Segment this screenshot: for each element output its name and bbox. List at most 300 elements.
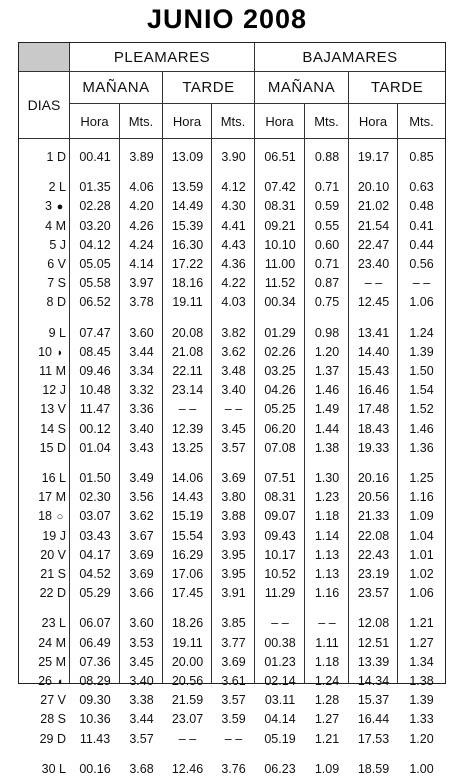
cell-ptm: 4.22 bbox=[221, 276, 246, 291]
cell-pmm: 3.49 bbox=[129, 471, 154, 485]
day-cell bbox=[19, 380, 70, 400]
cell-pmh: 01.04 bbox=[79, 440, 111, 455]
cell-pmm: 3.89 bbox=[129, 150, 154, 164]
cell-bth: 23.40 bbox=[357, 257, 390, 271]
cell-bmm: 1.38 bbox=[314, 440, 340, 455]
cell-pth: 17.22 bbox=[171, 257, 204, 271]
cell-btm: 1.21 bbox=[409, 616, 434, 631]
cell-pmh: 06.07 bbox=[79, 616, 111, 631]
cell-btm: 1.33 bbox=[409, 712, 434, 727]
day-label: 15 D bbox=[39, 440, 66, 455]
cell-pmm: 4.14 bbox=[129, 257, 154, 271]
cell-pth: 23.07 bbox=[171, 712, 204, 727]
cell-pmh: 01.50 bbox=[79, 471, 111, 485]
day-label: 12 J bbox=[42, 383, 66, 398]
cell-pth: 13.25 bbox=[171, 440, 204, 455]
header-bajamares-manana: MAÑANA bbox=[255, 72, 349, 104]
day-label: 24 M bbox=[38, 635, 66, 650]
cell-bmm: 1.37 bbox=[314, 364, 340, 378]
table-row bbox=[19, 468, 445, 488]
cell-pmm: 3.40 bbox=[129, 421, 154, 436]
cell-ptm: 4.03 bbox=[221, 295, 246, 310]
day-cell bbox=[19, 419, 70, 439]
cell-bth: 17.48 bbox=[357, 402, 390, 417]
header-bajamares-tarde: TARDE bbox=[349, 72, 445, 104]
day-label: 13 V bbox=[40, 402, 66, 417]
header-pleamares-tarde: TARDE bbox=[163, 72, 255, 104]
table-row bbox=[19, 671, 445, 691]
cell-pmh: 11.43 bbox=[79, 731, 111, 746]
cell-pmh: 02.30 bbox=[79, 490, 111, 505]
cell-pmh: 04.17 bbox=[79, 547, 111, 562]
cell-bth: 18.59 bbox=[357, 761, 390, 776]
cell-btm: 1.04 bbox=[409, 528, 434, 543]
cell-bmh: – – bbox=[271, 616, 289, 631]
table-row bbox=[19, 583, 445, 603]
day-label: 18 bbox=[38, 509, 52, 524]
day-cell bbox=[19, 709, 70, 729]
day-cell bbox=[19, 468, 70, 488]
cell-bmm: 0.88 bbox=[314, 150, 340, 164]
cell-bth: 16.44 bbox=[357, 712, 390, 727]
header-mts: Mts. bbox=[120, 104, 163, 139]
day-cell bbox=[19, 613, 70, 633]
header-hora: Hora bbox=[349, 104, 398, 139]
cell-btm: 1.02 bbox=[409, 567, 434, 581]
cell-bmh: 11.52 bbox=[264, 276, 296, 291]
cell-bth: 16.46 bbox=[357, 383, 390, 398]
header-hora: Hora bbox=[70, 104, 120, 139]
table-row bbox=[19, 729, 445, 749]
cell-bmh: 09.43 bbox=[264, 528, 296, 543]
cell-pmh: 03.07 bbox=[79, 509, 111, 524]
cell-bmh: 06.20 bbox=[264, 421, 296, 436]
cell-bmh: 09.21 bbox=[264, 218, 296, 233]
first-quarter-icon: ◗ bbox=[56, 346, 64, 359]
cell-bmh: 08.31 bbox=[264, 490, 296, 505]
cell-pmm: 3.67 bbox=[129, 528, 154, 543]
cell-bmm: 1.14 bbox=[314, 528, 340, 543]
cell-bth: 21.54 bbox=[357, 218, 390, 233]
cell-pmh: 03.20 bbox=[79, 218, 111, 233]
day-label: 29 D bbox=[39, 731, 66, 746]
day-cell bbox=[19, 690, 70, 710]
header-mts: Mts. bbox=[212, 104, 255, 139]
day-cell bbox=[19, 729, 70, 749]
cell-bmm: 1.23 bbox=[314, 490, 340, 505]
cell-btm: 0.44 bbox=[409, 237, 434, 252]
day-cell bbox=[19, 292, 70, 312]
cell-ptm: 3.80 bbox=[221, 490, 246, 505]
cell-btm: 1.25 bbox=[409, 471, 434, 485]
cell-ptm: 3.95 bbox=[221, 547, 246, 562]
day-cell bbox=[19, 147, 70, 167]
table-row bbox=[19, 273, 445, 293]
cell-bmm: 1.28 bbox=[314, 693, 340, 708]
cell-pmm: 3.60 bbox=[129, 325, 154, 340]
cell-pth: 22.11 bbox=[172, 364, 203, 378]
cell-bth: 15.43 bbox=[357, 364, 390, 378]
page-title: JUNIO 2008 bbox=[146, 4, 308, 34]
cell-pth: 14.49 bbox=[171, 199, 204, 214]
cell-bmh: 06.23 bbox=[264, 761, 296, 776]
cell-ptm: 4.43 bbox=[221, 237, 246, 252]
day-label: 17 M bbox=[38, 490, 66, 505]
cell-btm: 1.39 bbox=[409, 693, 434, 708]
last-quarter-icon: ◖ bbox=[56, 676, 64, 688]
cell-ptm: 3.93 bbox=[221, 528, 246, 543]
cell-bmh: 02.14 bbox=[264, 674, 296, 688]
day-cell bbox=[19, 526, 70, 546]
cell-bth: 22.43 bbox=[357, 547, 390, 562]
cell-pmm: 3.32 bbox=[129, 383, 154, 398]
day-cell bbox=[19, 545, 70, 565]
cell-pth: 23.14 bbox=[171, 383, 204, 398]
cell-btm: – – bbox=[412, 276, 431, 291]
cell-btm: 0.56 bbox=[409, 257, 434, 271]
table-row bbox=[19, 361, 445, 381]
cell-pmm: 3.60 bbox=[129, 616, 154, 631]
cell-pmh: 07.36 bbox=[79, 654, 111, 669]
cell-pmh: 09.30 bbox=[79, 693, 111, 708]
day-cell bbox=[19, 583, 70, 603]
cell-bth: 21.02 bbox=[357, 199, 390, 214]
header-mts: Mts. bbox=[305, 104, 349, 139]
table-row bbox=[19, 399, 445, 419]
cell-bmm: 1.20 bbox=[314, 344, 340, 359]
cell-bmh: 00.34 bbox=[264, 295, 296, 310]
cell-pmh: 05.05 bbox=[79, 257, 111, 271]
cell-pth: 21.59 bbox=[171, 693, 204, 708]
cell-pth: 19.11 bbox=[172, 635, 203, 650]
cell-pmm: 3.43 bbox=[129, 440, 154, 455]
cell-btm: 1.24 bbox=[409, 325, 434, 340]
day-cell bbox=[19, 564, 70, 584]
cell-pmm: 3.38 bbox=[129, 693, 154, 708]
cell-pmh: 11.47 bbox=[79, 402, 111, 417]
cell-pmh: 06.52 bbox=[79, 295, 111, 310]
cell-bmh: 09.07 bbox=[264, 509, 296, 524]
cell-bmh: 00.38 bbox=[264, 635, 296, 650]
cell-pmm: 3.44 bbox=[129, 712, 154, 727]
day-label: 19 J bbox=[42, 528, 66, 543]
cell-bmh: 05.19 bbox=[264, 731, 296, 746]
cell-pmh: 00.12 bbox=[79, 421, 111, 436]
cell-btm: 1.36 bbox=[409, 440, 434, 455]
day-cell bbox=[19, 216, 70, 236]
cell-ptm: – – bbox=[224, 402, 243, 417]
cell-bmh: 03.11 bbox=[264, 693, 296, 708]
table-row bbox=[19, 254, 445, 274]
cell-ptm: 4.36 bbox=[221, 257, 246, 271]
cell-bth: 22.47 bbox=[357, 237, 390, 252]
cell-btm: 1.00 bbox=[409, 761, 434, 776]
day-label: 20 V bbox=[40, 547, 66, 562]
table-row bbox=[19, 147, 445, 167]
table-row bbox=[19, 759, 445, 779]
cell-bmm: – – bbox=[318, 616, 336, 631]
full-moon-icon: ○ bbox=[56, 511, 64, 524]
cell-pth: 16.30 bbox=[171, 237, 204, 252]
cell-bmh: 01.29 bbox=[264, 325, 296, 340]
cell-ptm: 3.69 bbox=[221, 471, 246, 485]
cell-pmh: 08.29 bbox=[79, 674, 111, 688]
cell-bth: 20.16 bbox=[357, 471, 390, 485]
day-cell bbox=[19, 633, 70, 653]
cell-bth: 19.33 bbox=[357, 440, 390, 455]
cell-ptm: 3.77 bbox=[221, 635, 246, 650]
cell-pmm: 4.06 bbox=[129, 180, 154, 195]
cell-btm: 1.06 bbox=[409, 295, 434, 310]
cell-bth: 21.33 bbox=[357, 509, 390, 524]
cell-pmh: 03.43 bbox=[79, 528, 111, 543]
cell-bmm: 0.71 bbox=[314, 257, 340, 271]
cell-bmm: 1.24 bbox=[314, 674, 340, 688]
day-cell bbox=[19, 196, 70, 216]
cell-btm: 1.27 bbox=[409, 635, 434, 650]
table-row bbox=[19, 709, 445, 729]
day-label: 23 L bbox=[41, 616, 66, 631]
cell-ptm: 3.91 bbox=[221, 586, 246, 601]
day-cell bbox=[19, 671, 70, 691]
cell-bmm: 1.21 bbox=[314, 731, 340, 746]
day-label: 6 V bbox=[47, 257, 66, 271]
table-row bbox=[19, 526, 445, 546]
cell-pmh: 02.28 bbox=[79, 199, 111, 214]
cell-pmm: 3.53 bbox=[129, 635, 154, 650]
cell-ptm: 3.57 bbox=[221, 693, 246, 708]
cell-btm: 1.06 bbox=[409, 586, 434, 601]
cell-pmm: 4.20 bbox=[129, 199, 154, 214]
cell-bmm: 0.55 bbox=[314, 218, 340, 233]
day-label: 27 V bbox=[40, 693, 66, 708]
cell-pmh: 05.29 bbox=[79, 586, 111, 601]
cell-pth: 15.54 bbox=[171, 528, 204, 543]
cell-ptm: 3.61 bbox=[221, 674, 246, 688]
day-label: 14 S bbox=[40, 421, 66, 436]
table-row bbox=[19, 633, 445, 653]
cell-ptm: 3.57 bbox=[221, 440, 246, 455]
cell-pth: 20.08 bbox=[171, 325, 204, 340]
cell-btm: 0.63 bbox=[409, 180, 434, 195]
day-label: 4 M bbox=[45, 218, 66, 233]
header-bajamares: BAJAMARES bbox=[255, 43, 445, 72]
cell-bth: 22.08 bbox=[357, 528, 390, 543]
day-label: 3 bbox=[45, 199, 52, 214]
cell-pth: 20.56 bbox=[171, 674, 204, 688]
cell-bth: 12.45 bbox=[357, 295, 390, 310]
cell-pth: 12.46 bbox=[171, 761, 204, 776]
cell-pmm: 4.26 bbox=[129, 218, 154, 233]
cell-bmh: 03.25 bbox=[264, 364, 296, 378]
cell-bth: 14.34 bbox=[357, 674, 390, 688]
cell-bmm: 0.87 bbox=[314, 276, 340, 291]
cell-pmm: 3.44 bbox=[129, 344, 154, 359]
cell-bth: 19.17 bbox=[357, 150, 390, 164]
cell-pth: 19.11 bbox=[172, 295, 203, 310]
table-row bbox=[19, 545, 445, 565]
table-row bbox=[19, 690, 445, 710]
day-label: 9 L bbox=[48, 325, 66, 340]
cell-bmm: 1.18 bbox=[314, 509, 340, 524]
cell-pmh: 08.45 bbox=[79, 344, 111, 359]
header-hora: Hora bbox=[163, 104, 212, 139]
cell-bmh: 05.25 bbox=[264, 402, 296, 417]
cell-btm: 1.39 bbox=[409, 344, 434, 359]
cell-pth: 18.26 bbox=[171, 616, 204, 631]
cell-pmm: 3.45 bbox=[129, 654, 154, 669]
cell-btm: 1.52 bbox=[409, 402, 434, 417]
cell-btm: 0.48 bbox=[409, 199, 434, 214]
cell-bth: 13.41 bbox=[357, 325, 390, 340]
cell-pth: 12.39 bbox=[171, 421, 204, 436]
cell-pmm: 4.24 bbox=[129, 237, 154, 252]
cell-ptm: 3.59 bbox=[221, 712, 246, 727]
cell-pth: 20.00 bbox=[171, 654, 204, 669]
cell-bmm: 1.44 bbox=[314, 421, 340, 436]
cell-ptm: 4.12 bbox=[221, 180, 246, 195]
cell-pmm: 3.40 bbox=[129, 674, 154, 688]
day-cell bbox=[19, 273, 70, 293]
cell-pth: 18.16 bbox=[171, 276, 204, 291]
cell-pmh: 10.48 bbox=[79, 383, 111, 398]
cell-pmh: 09.46 bbox=[79, 364, 111, 378]
cell-bth: 15.37 bbox=[357, 693, 390, 708]
day-label: 5 J bbox=[49, 237, 66, 252]
header-pleamares-manana: MAÑANA bbox=[70, 72, 163, 104]
cell-ptm: 4.41 bbox=[221, 218, 246, 233]
table-row bbox=[19, 323, 445, 343]
table-row bbox=[19, 235, 445, 255]
day-cell bbox=[19, 342, 70, 362]
cell-ptm: 3.40 bbox=[221, 383, 246, 398]
table-row bbox=[19, 419, 445, 439]
day-cell bbox=[19, 487, 70, 507]
cell-bmm: 1.46 bbox=[314, 383, 340, 398]
table-row bbox=[19, 438, 445, 458]
table-row bbox=[19, 216, 445, 236]
cell-bmm: 0.59 bbox=[314, 199, 340, 214]
day-cell bbox=[19, 323, 70, 343]
day-cell bbox=[19, 361, 70, 381]
cell-bth: 12.51 bbox=[357, 635, 390, 650]
cell-pmm: 3.68 bbox=[129, 761, 154, 776]
cell-btm: 1.20 bbox=[409, 731, 434, 746]
day-label: 28 S bbox=[40, 712, 66, 727]
cell-bmm: 1.11 bbox=[315, 635, 339, 650]
cell-pmm: 3.97 bbox=[129, 276, 154, 291]
cell-bmm: 0.75 bbox=[314, 295, 340, 310]
cell-bmh: 07.08 bbox=[264, 440, 296, 455]
cell-btm: 1.09 bbox=[409, 509, 434, 524]
cell-bmm: 1.49 bbox=[314, 402, 340, 417]
cell-btm: 0.85 bbox=[409, 150, 434, 164]
table-row bbox=[19, 652, 445, 672]
cell-bmh: 08.31 bbox=[264, 199, 296, 214]
cell-pth: 17.06 bbox=[171, 567, 204, 581]
cell-pth: – – bbox=[178, 402, 197, 417]
cell-bth: 18.43 bbox=[357, 421, 390, 436]
cell-pmh: 10.36 bbox=[79, 712, 111, 727]
cell-pmh: 06.49 bbox=[79, 635, 111, 650]
cell-bth: 12.08 bbox=[357, 616, 390, 631]
cell-bmh: 06.51 bbox=[264, 150, 296, 164]
table-row bbox=[19, 506, 445, 526]
cell-btm: 1.34 bbox=[409, 654, 434, 669]
cell-ptm: – – bbox=[224, 731, 243, 746]
cell-ptm: 3.85 bbox=[221, 616, 246, 631]
cell-btm: 1.16 bbox=[409, 490, 434, 505]
day-label: 7 S bbox=[47, 276, 66, 291]
cell-bmh: 10.10 bbox=[264, 237, 296, 252]
header-corner bbox=[19, 43, 70, 72]
cell-bmm: 0.71 bbox=[314, 180, 340, 195]
table-row bbox=[19, 380, 445, 400]
cell-pmh: 00.41 bbox=[79, 150, 111, 164]
cell-btm: 1.50 bbox=[409, 364, 434, 378]
cell-bth: 14.40 bbox=[357, 344, 390, 359]
day-label: 1 D bbox=[46, 150, 66, 164]
table-row bbox=[19, 613, 445, 633]
new-moon-icon: ● bbox=[56, 201, 64, 214]
table-row bbox=[19, 177, 445, 197]
cell-bmh: 11.00 bbox=[264, 257, 296, 271]
cell-pmm: 3.57 bbox=[129, 731, 154, 746]
cell-pmm: 3.69 bbox=[129, 567, 154, 581]
cell-pth: 15.19 bbox=[171, 509, 204, 524]
cell-ptm: 3.45 bbox=[221, 421, 246, 436]
day-label: 8 D bbox=[46, 295, 66, 310]
day-label: 22 D bbox=[39, 586, 66, 601]
cell-bmm: 0.60 bbox=[314, 237, 340, 252]
table-row bbox=[19, 487, 445, 507]
cell-ptm: 4.30 bbox=[221, 199, 246, 214]
day-cell bbox=[19, 506, 70, 526]
header-mts: Mts. bbox=[398, 104, 445, 139]
cell-pth: – – bbox=[178, 731, 197, 746]
cell-pmh: 05.58 bbox=[79, 276, 111, 291]
day-cell bbox=[19, 254, 70, 274]
cell-pth: 17.45 bbox=[171, 586, 204, 601]
cell-pmm: 3.36 bbox=[129, 402, 154, 417]
cell-ptm: 3.48 bbox=[221, 364, 246, 378]
cell-bmm: 0.98 bbox=[314, 325, 340, 340]
day-label: 30 L bbox=[41, 761, 66, 776]
day-cell bbox=[19, 652, 70, 672]
table-row bbox=[19, 342, 445, 362]
cell-bth: 20.10 bbox=[357, 180, 390, 195]
cell-pmh: 07.47 bbox=[79, 325, 111, 340]
day-label: 21 S bbox=[40, 567, 66, 581]
cell-pmm: 3.78 bbox=[129, 295, 154, 310]
day-cell bbox=[19, 399, 70, 419]
cell-bmh: 04.14 bbox=[264, 712, 296, 727]
cell-bmh: 04.26 bbox=[264, 383, 296, 398]
cell-ptm: 3.88 bbox=[221, 509, 246, 524]
cell-bmh: 01.23 bbox=[264, 654, 296, 669]
cell-pmh: 04.12 bbox=[79, 237, 111, 252]
cell-pmm: 3.66 bbox=[129, 586, 154, 601]
day-label: 25 M bbox=[38, 654, 66, 669]
cell-btm: 1.38 bbox=[409, 674, 434, 688]
cell-pmm: 3.69 bbox=[129, 547, 154, 562]
cell-bth: 23.19 bbox=[357, 567, 390, 581]
cell-ptm: 3.62 bbox=[221, 344, 246, 359]
cell-pmm: 3.62 bbox=[129, 509, 154, 524]
day-cell bbox=[19, 177, 70, 197]
header-dias: DIAS bbox=[19, 72, 70, 139]
cell-ptm: 3.90 bbox=[221, 150, 246, 164]
